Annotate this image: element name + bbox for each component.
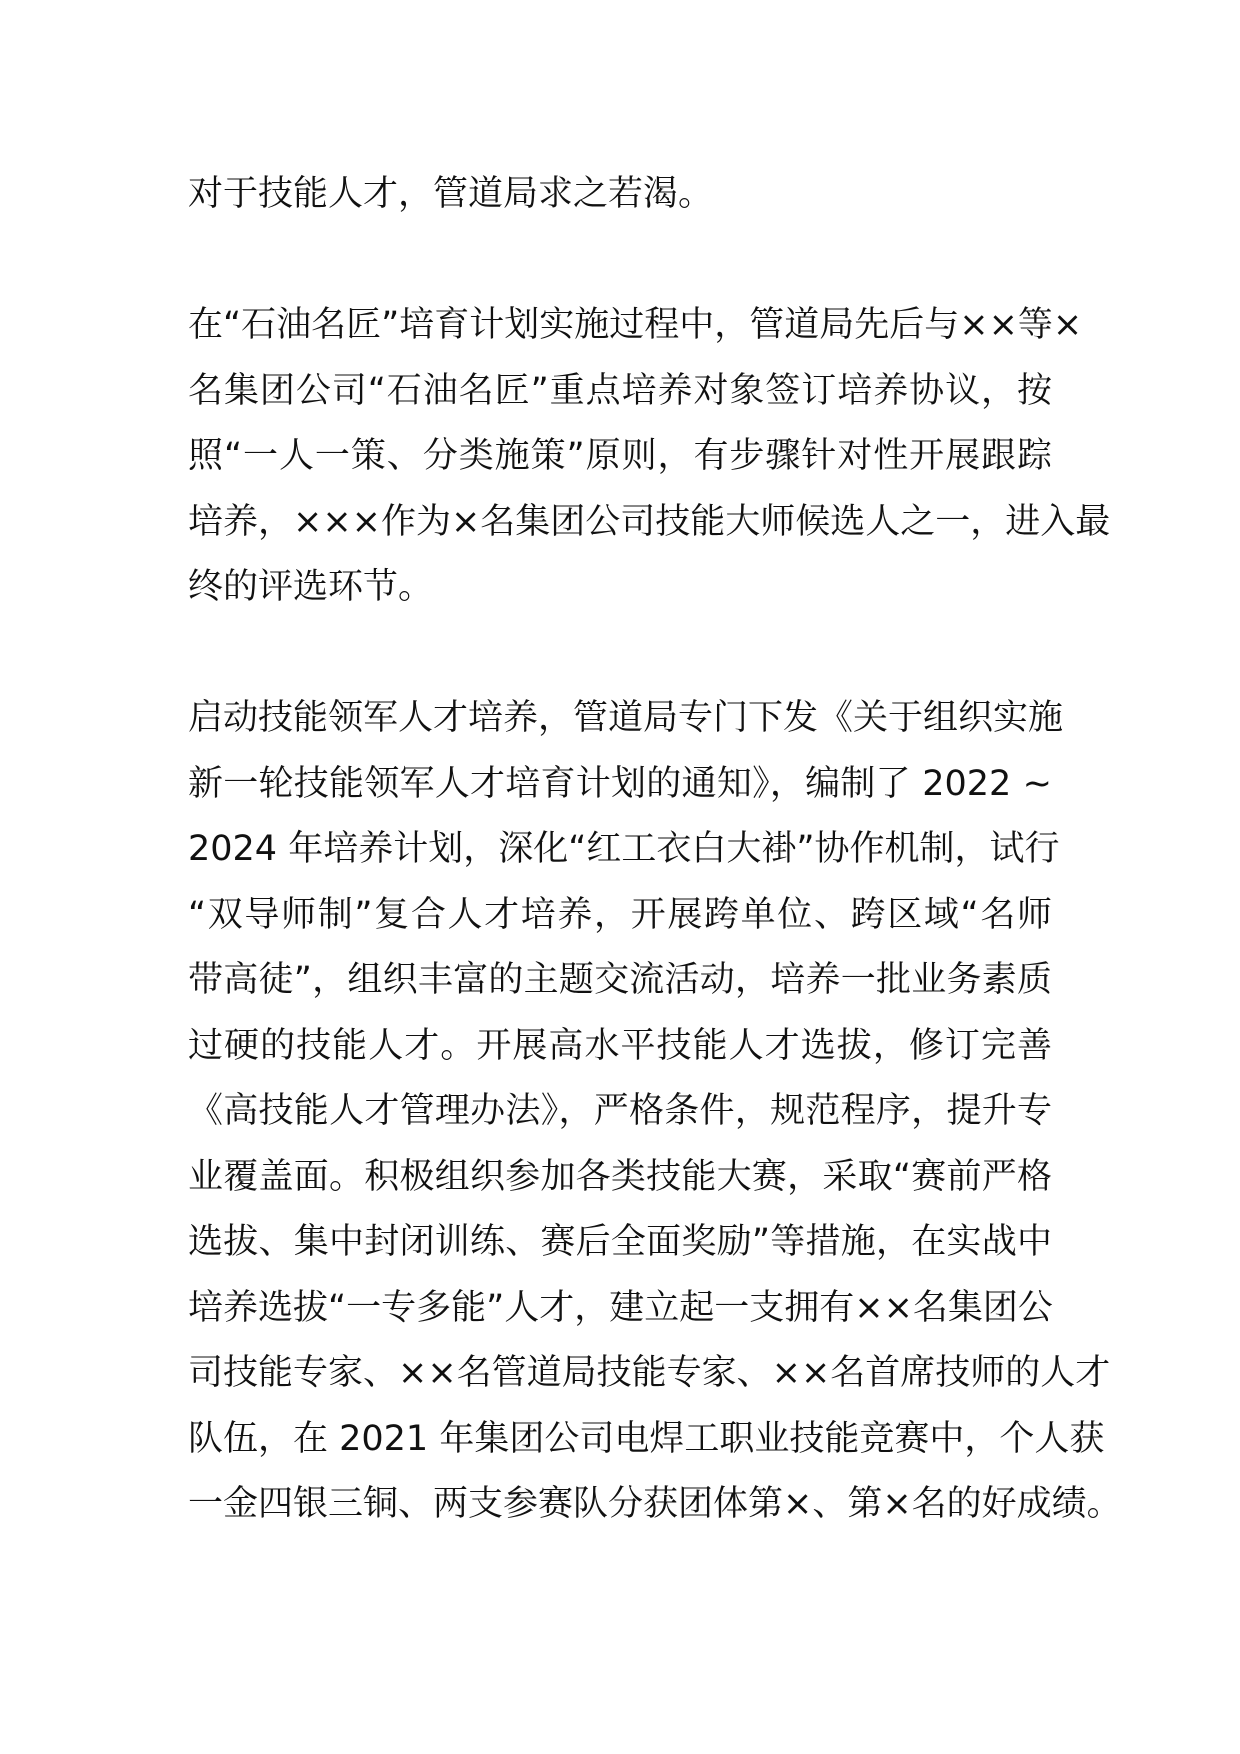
text-line: 《高技能人才管理办法》，严格条件，规范程序，提升专 xyxy=(188,1091,1052,1131)
text-line: 队伍，在 2021 年集团公司电焊工职业技能竞赛中，个人获 xyxy=(188,1418,1105,1459)
text-line: 选拔、集中封闭训练、赛后全面奖励”等措施，在实战中 xyxy=(188,1222,1052,1262)
text-line: 在“石油名匠”培育计划实施过程中，管道局先后与××等× xyxy=(188,305,1083,345)
text-line: 过硬的技能人才。开展高水平技能人才选拔，修订完善 xyxy=(188,1025,1052,1066)
text-line: 司技能专家、××名管道局技能专家、××名首席技师的人才 xyxy=(188,1353,1111,1393)
text-line: 培养，×××作为×名集团公司技能大师候选人之一，进入最 xyxy=(188,501,1111,542)
paragraph xyxy=(188,293,1111,621)
text-line: 业覆盖面。积极组织参加各类技能大赛，采取“赛前严格 xyxy=(188,1156,1052,1197)
text-line: 2024 年培养计划，深化“红工衣白大褂”协作机制，试行 xyxy=(188,829,1060,869)
paragraph xyxy=(188,686,1122,1538)
paragraph-spacer xyxy=(188,621,1052,687)
text-line: 对于技能人才，管道局求之若渴。 xyxy=(188,174,714,214)
text-line: 名集团公司“石油名匠”重点培养对象签订培养协议，按 xyxy=(188,370,1052,411)
text-line: 一金四银三铜、两支参赛队分获团体第×、第×名的好成绩。 xyxy=(188,1484,1122,1524)
text-line: 培养选拔“一专多能”人才，建立起一支拥有××名集团公 xyxy=(188,1287,1053,1328)
text-line: 启动技能领军人才培养，管道局专门下发《关于组织实施 xyxy=(188,698,1064,738)
paragraph-spacer xyxy=(188,228,1052,294)
text-line: “双导师制”复合人才培养，开展跨单位、跨区域“名师 xyxy=(188,894,1052,935)
text-line: 带高徒”，组织丰富的主题交流活动，培养一批业务素质 xyxy=(188,960,1052,1000)
article-body xyxy=(188,162,1122,1538)
text-line: 终的评选环节。 xyxy=(188,567,434,607)
paragraph xyxy=(188,162,1052,228)
text-line: 照“一人一策、分类施策”原则，有步骤针对性开展跟踪 xyxy=(188,436,1052,476)
text-line: 新一轮技能领军人才培育计划的通知》，编制了 2022 ~ xyxy=(188,763,1052,804)
